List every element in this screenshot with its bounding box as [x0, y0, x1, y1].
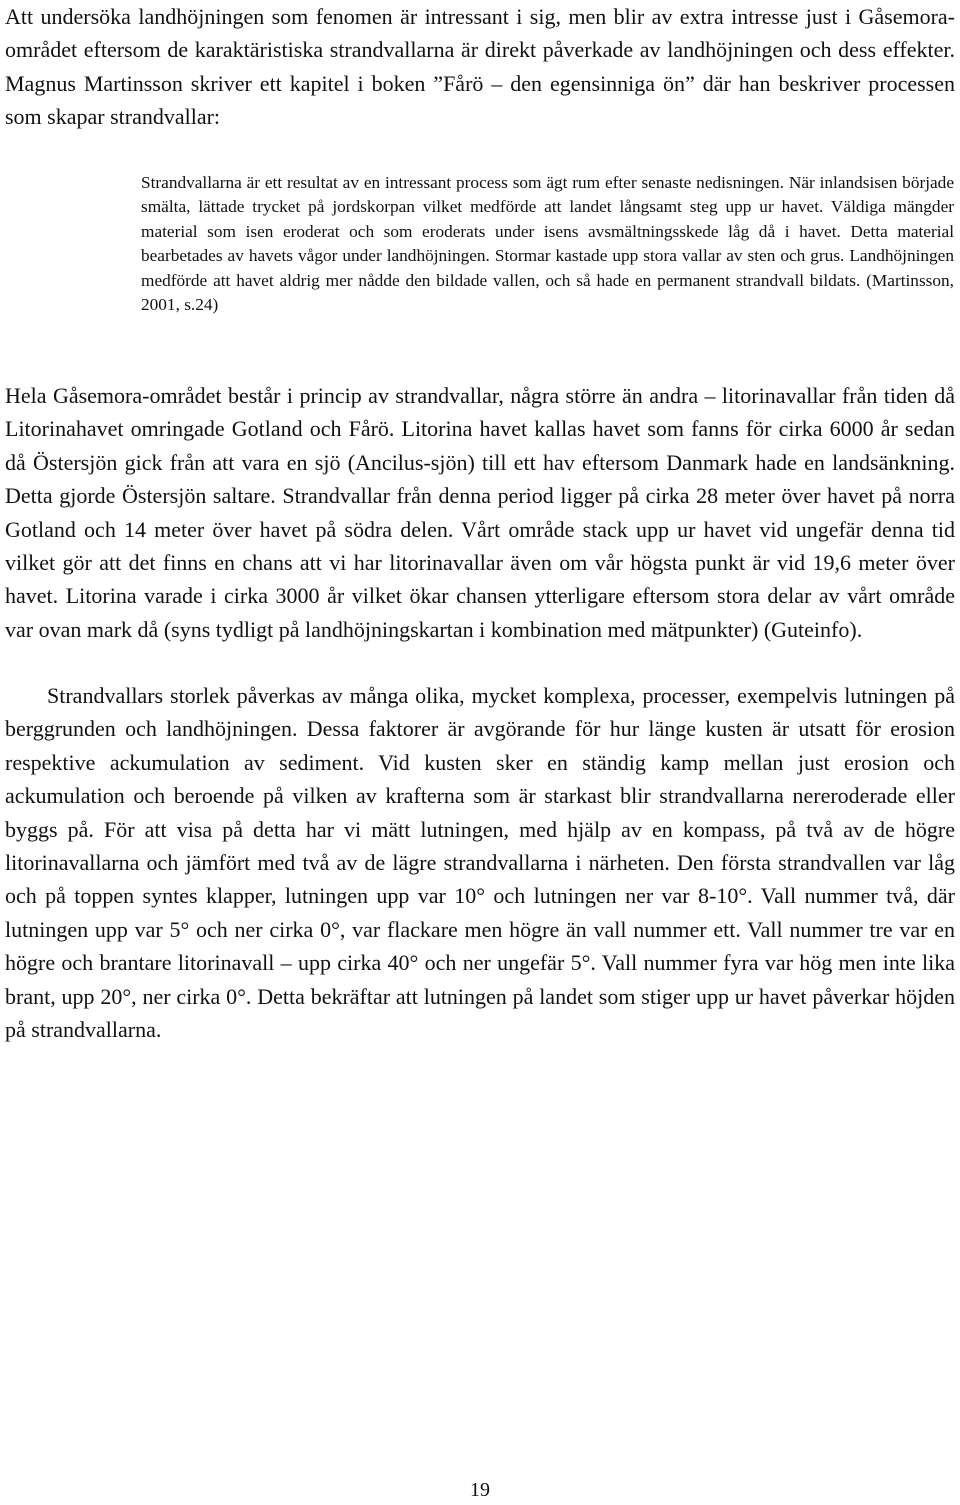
- page-number: 19: [470, 1479, 490, 1501]
- block-quote: Strandvallarna är ett resultat av en intressant process som ägt rum efter senaste nedisningen. När inlandsisen började smälta, lättade trycket på jordskorpan vilket medförde att landet långsamt steg upp ur havet. Väldiga mängder material som isen eroderat och som eroderats under isens avsmältningsskede låg då i havet. Detta material bearbetades av havets vågor under landhöjningen. Stormar kastade upp stora vallar av sten och grus. Landhöjningen medförde att havet aldrig mer nådde den bildade vallen, och så hade en permanent strandvall bildats. (Martinsson, 2001, s.24): [141, 173, 954, 315]
- body-paragraph-litorina: Hela Gåsemora-området består i princip av strandvallar, några större än andra – litorinavallar från tiden då Litorinahavet omringade Gotland och Fårö. Litorina havet kallas havet som fanns för cirka 6000 år sedan då Östersjön gick från att vara en sjö (Ancilus-sjön) till ett hav eftersom Danmark hade en landsänkning. Detta gjorde Östersjön saltare. Strandvallar från denna period ligger på cirka 28 meter över havet på norra Gotland och 14 meter över havet på södra delen. Vårt område stack upp ur havet vid ungefär denna tid vilket gör att det finns en chans att vi har litorinavallar även om vår högsta punkt är vid 19,6 meter över havet. Litorina varade i cirka 3000 år vilket ökar chansen ytterligare eftersom stora delar av vårt område var ovan mark då (syns tydligt på landhöjningskartan i kombination med mätpunkter) (Guteinfo).: [5, 383, 955, 642]
- body-paragraph-intro: Att undersöka landhöjningen som fenomen är intressant i sig, men blir av extra intresse just i Gåsemora-området eftersom de karaktäristiska strandvallarna är direkt påverkade av landhöjningen och dess effekter. Magnus Martinsson skriver ett kapitel i boken ”Fårö – den egensinniga ön” där han beskriver processen som skapar strandvallar:: [5, 4, 955, 130]
- body-paragraph-strandvallar: Strandvallars storlek påverkas av många olika, mycket komplexa, processer, exempelvis lutningen på berggrunden och landhöjningen. Dessa faktorer är avgörande för hur länge kusten är utsatt för erosion respektive ackumulation av sediment. Vid kusten sker en ständig kamp mellan just erosion och ackumulation och beroende på vilken av krafterna som är starkast blir strandvallarna nereroderade eller byggs på. För att visa på detta har vi mätt lutningen, med hjälp av en kompass, på två av de högre litorinavallarna och jämfört med två av de lägre strandvallarna i närheten. Den första strandvallen var låg och på toppen syntes klapper, lutningen upp var 10° och lutningen ner var 8-10°. Vall nummer två, där lutningen upp var 5° och ner cirka 0°, var flackare men högre än vall nummer ett. Vall nummer tre var en högre och brantare litorinavall – upp cirka 40° och ner ungefär 5°. Vall nummer fyra var hög men inte lika brant, upp 20°, ner cirka 0°. Detta bekräftar att lutningen på landet som stiger upp ur havet påverkar höjden på strandvallarna.: [5, 683, 955, 1043]
